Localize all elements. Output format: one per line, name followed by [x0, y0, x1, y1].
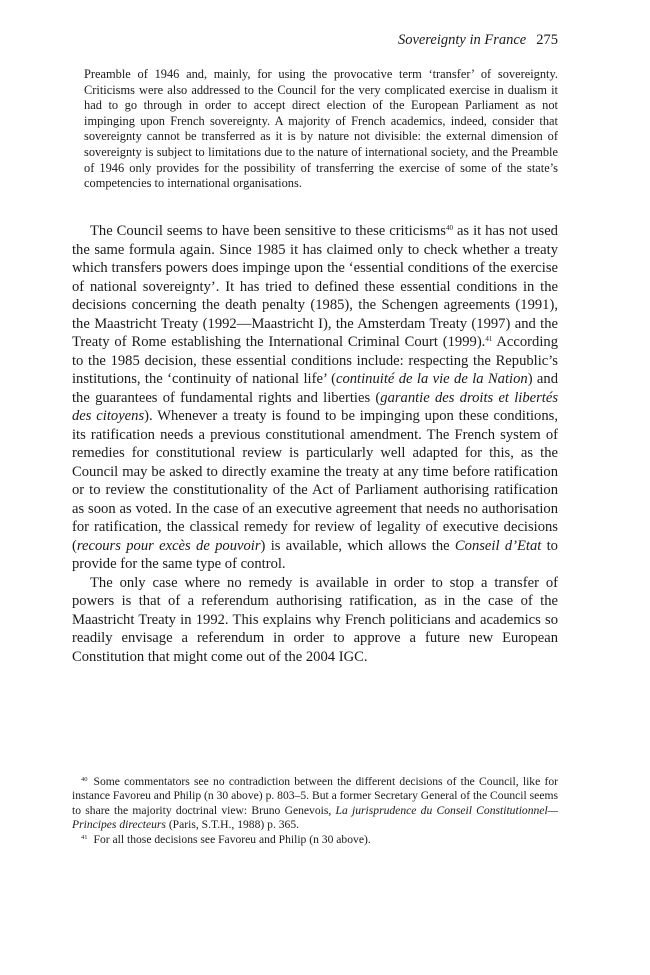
p1-italic-recours: recours pour excès de pouvoir	[76, 537, 261, 554]
footnote-40-number: 40	[81, 776, 88, 783]
p1-italic-continuite: continuité de la vie de la Nation	[335, 371, 528, 387]
footnote-41	[72, 833, 558, 847]
p1-text-f: ) is available, which allows the	[260, 537, 455, 554]
p1-text-d: ) and the guarantees of fundamental rights and liberties (	[72, 371, 559, 406]
footnote-41-number: 41	[81, 833, 88, 841]
p1-text-g: to provide for the same type of control.	[72, 537, 558, 572]
block-quote	[84, 67, 558, 192]
footnote-40-text-b: (Paris, S.T.H., 1988) p. 365.	[165, 818, 300, 832]
body-text	[72, 222, 558, 666]
p1-text-e: ). Whenever a treaty is found to be impinging upon these conditions, its ratification needs a previous constitutional amendment. The French system of remedies for constitutional review is particularly well adapted for this, as the Council may be asked to directly examine the treaty at any time before ratification or to review the constitutionality of the Act of Parliament authorising ratification as soon as voted. In the case of an executive agreement that needs no authorisation for ratification, the classical remedy for review of legality of executive decisions (	[72, 408, 558, 554]
footnote-ref-40[interactable]: 40	[445, 224, 453, 232]
footnote-40-text-a: Some commentators see no contradiction between the different decisions of the Council, like for instance Favoreu and Philip (n 30 above) p. 803–5. But a former Secretary General of the Council seems to share the majority doctrinal view: Bruno Genevois,	[72, 775, 558, 817]
footnote-41-text: For all those decisions see Favoreu and Philip (n 30 above).	[93, 832, 371, 846]
footnote-40-italic-title: La jurisprudence du Conseil Constitutionnel—Principes directeurs	[72, 803, 558, 832]
footnote-40	[72, 775, 558, 833]
paragraph-1	[72, 222, 558, 574]
p1-text-b: as it has not used the same formula again. Since 1985 it has claimed only to check whether a treaty which transfers powers does impinge upon the ‘essential conditions of the exercise of national sovereignty’. It has tried to defined these essential conditions in the decisions concerning the death penalty (1985), the Schengen agreements (1991), the Maastricht Treaty (1992—Maastricht I), the Amsterdam Treaty (1997) and the Treaty of Rome establishing the International Criminal Court (1999).	[72, 223, 558, 350]
footnotes	[72, 775, 558, 847]
p1-text-a: The Council seems to have been sensitive to these criticisms	[90, 223, 446, 239]
block-quote-text: Preamble of 1946 and, mainly, for using the provocative term ‘transfer’ of sovereignty. Criticisms were also addressed to the Council for the very complicated exercise in dualism it had to go through in order to accept direct election of the European Parliament as not impinging upon French sovereignty. A majority of French academics, indeed, consider that sovereignty cannot be transferred as it is by nature not divisible: the external dimension of sovereignty is subject to limitations due to the nature of international society, and the Preamble of 1946 only provides for the possibility of transferring the exercise of some of the state’s competencies to international organisations.	[84, 67, 558, 191]
footnote-ref-41[interactable]: 41	[485, 335, 493, 343]
paragraph-2: The only case where no remedy is available in order to stop a transfer of powers is that of a referendum authorising ratification, as in the case of the Maastricht Treaty in 1992. This explains why French politicians and academics so readily envisage a referendum in order to approve a future new European Constitution that might come out of the 2004 IGC.	[72, 574, 558, 665]
p1-italic-garantie: garantie des droits et libertés des citoyens	[72, 389, 559, 424]
p1-italic-conseil: Conseil d’Etat	[454, 537, 542, 554]
p1-text-c: According to the 1985 decision, these essential conditions include: respecting the Republic’s institutions, the ‘continuity of national life’ (	[72, 334, 558, 387]
running-head-title: Sovereignty in France	[397, 32, 527, 48]
page-number: 275	[536, 32, 558, 48]
running-head	[398, 32, 558, 49]
